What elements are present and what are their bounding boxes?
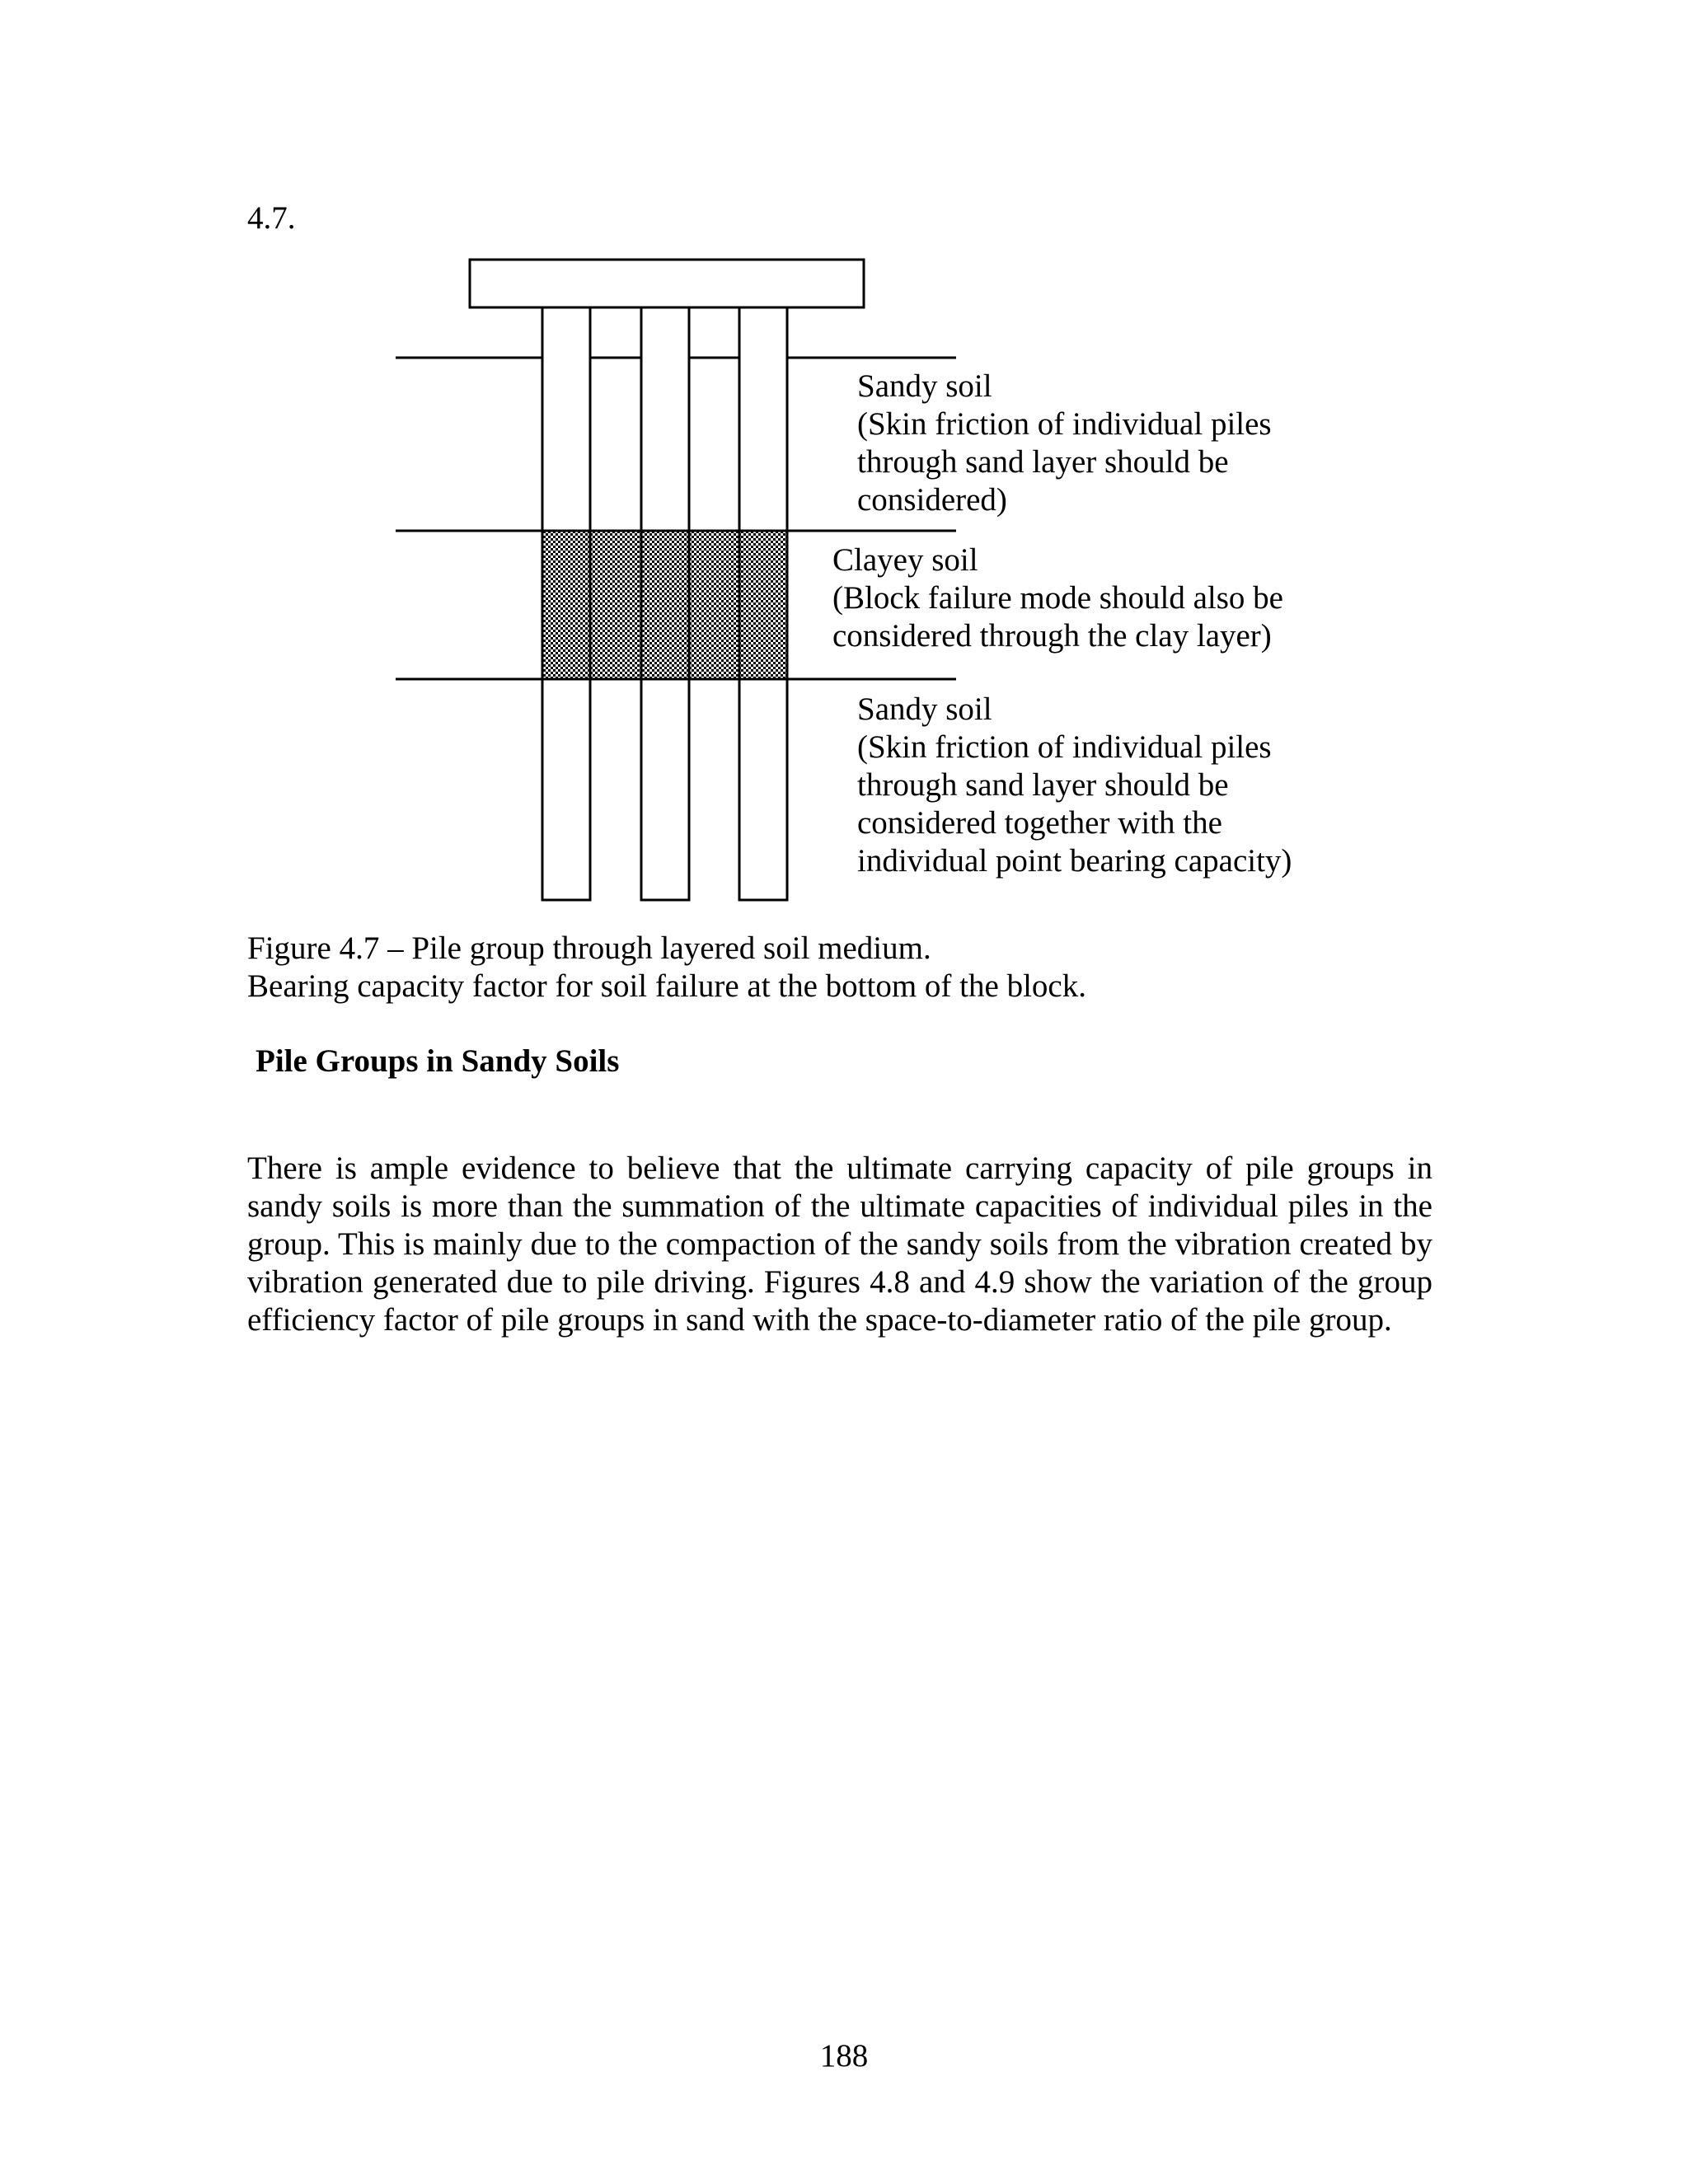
section-heading: Pile Groups in Sandy Soils	[256, 1043, 620, 1079]
pile-cap	[470, 260, 864, 307]
pile-3	[739, 307, 787, 531]
lower-sandy-soil-label: Sandy soil (Skin friction of individual piles through sand layer should be considered together with the individual point bearing capacity)	[857, 691, 1292, 879]
body-paragraph: There is ample evidence to believe that the ultimate carrying capacity of pile groups in sandy soils is more than the summation of the ultimate capacities of individual piles in the group. This is mainly due to the compaction of the sandy soils from the vibration created by vibration generated due to pile driving. Figures 4.8 and 4.9 show the variation of the group efficiency factor of pile groups in sand with the space-to-diameter ratio of the pile group.	[247, 1151, 1432, 1338]
caption-line-2: Bearing capacity factor for soil failure at the bottom of the block.	[247, 968, 1086, 1004]
upper-sandy-soil-label: Sandy soil (Skin friction of individual piles through sand layer should be considered)	[857, 368, 1272, 518]
pile-2	[641, 307, 689, 531]
clay-layer-block	[542, 531, 787, 679]
piles-lower-segment	[542, 679, 787, 900]
clayey-soil-label: Clayey soil (Block failure mode should also be considered through the clay layer)	[832, 542, 1283, 654]
piles-upper-segment	[542, 307, 787, 531]
pile-1	[542, 307, 590, 531]
page-number: 188	[819, 2038, 869, 2074]
caption-line-1: Figure 4.7 – Pile group through layered soil medium.	[247, 930, 931, 966]
section-number: 4.7.	[247, 200, 296, 236]
figure-caption	[247, 930, 1086, 1005]
